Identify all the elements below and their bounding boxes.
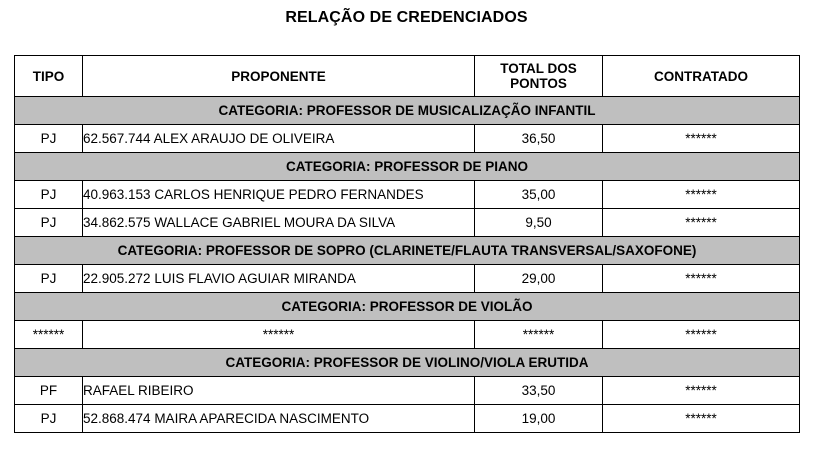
cell-tipo: ******	[15, 321, 83, 349]
cell-proponente: 22.905.272 LUIS FLAVIO AGUIAR MIRANDA	[83, 265, 475, 293]
cell-contratado: ******	[603, 209, 800, 237]
table-header-row	[15, 56, 800, 97]
category-title: CATEGORIA: PROFESSOR DE MUSICALIZAÇÃO INFANTIL	[15, 97, 800, 125]
table-row	[15, 209, 800, 237]
header-tipo: TIPO	[15, 56, 83, 97]
cell-contratado: ******	[603, 265, 800, 293]
category-title: CATEGORIA: PROFESSOR DE VIOLÃO	[15, 293, 800, 321]
cell-contratado: ******	[603, 405, 800, 433]
cell-proponente: RAFAEL RIBEIRO	[83, 377, 475, 405]
category-row-violao	[15, 293, 800, 321]
table-row	[15, 125, 800, 153]
table-row	[15, 377, 800, 405]
cell-pontos: 9,50	[475, 209, 603, 237]
cell-proponente: 34.862.575 WALLACE GABRIEL MOURA DA SILVA	[83, 209, 475, 237]
cell-proponente: 52.868.474 MAIRA APARECIDA NASCIMENTO	[83, 405, 475, 433]
credentials-table	[14, 55, 800, 433]
cell-contratado: ******	[603, 377, 800, 405]
category-row-piano	[15, 153, 800, 181]
table-row	[15, 181, 800, 209]
category-title: CATEGORIA: PROFESSOR DE PIANO	[15, 153, 800, 181]
cell-proponente: 40.963.153 CARLOS HENRIQUE PEDRO FERNANDES	[83, 181, 475, 209]
cell-contratado: ******	[603, 125, 800, 153]
cell-tipo: PJ	[15, 125, 83, 153]
cell-pontos: ******	[475, 321, 603, 349]
table-row	[15, 405, 800, 433]
cell-pontos: 33,50	[475, 377, 603, 405]
cell-tipo: PJ	[15, 209, 83, 237]
header-total-dos-pontos: TOTAL DOS PONTOS	[475, 56, 603, 97]
category-row-sopro	[15, 237, 800, 265]
cell-proponente: 62.567.744 ALEX ARAUJO DE OLIVEIRA	[83, 125, 475, 153]
cell-contratado: ******	[603, 181, 800, 209]
category-title: CATEGORIA: PROFESSOR DE SOPRO (CLARINETE/FLAUTA TRANSVERSAL/SAXOFONE)	[15, 237, 800, 265]
category-row-musicalizacao	[15, 97, 800, 125]
cell-pontos: 36,50	[475, 125, 603, 153]
category-title: CATEGORIA: PROFESSOR DE VIOLINO/VIOLA ERUTIDA	[15, 349, 800, 377]
cell-contratado: ******	[603, 321, 800, 349]
header-contratado: CONTRATADO	[603, 56, 800, 97]
cell-tipo: PJ	[15, 181, 83, 209]
cell-tipo: PJ	[15, 405, 83, 433]
category-row-violino	[15, 349, 800, 377]
table-row	[15, 321, 800, 349]
header-proponente: PROPONENTE	[83, 56, 475, 97]
cell-tipo: PF	[15, 377, 83, 405]
cell-tipo: PJ	[15, 265, 83, 293]
cell-pontos: 35,00	[475, 181, 603, 209]
cell-pontos: 29,00	[475, 265, 603, 293]
page-title: RELAÇÃO DE CREDENCIADOS	[285, 9, 528, 26]
table-row	[15, 265, 800, 293]
cell-proponente: ******	[83, 321, 475, 349]
cell-pontos: 19,00	[475, 405, 603, 433]
